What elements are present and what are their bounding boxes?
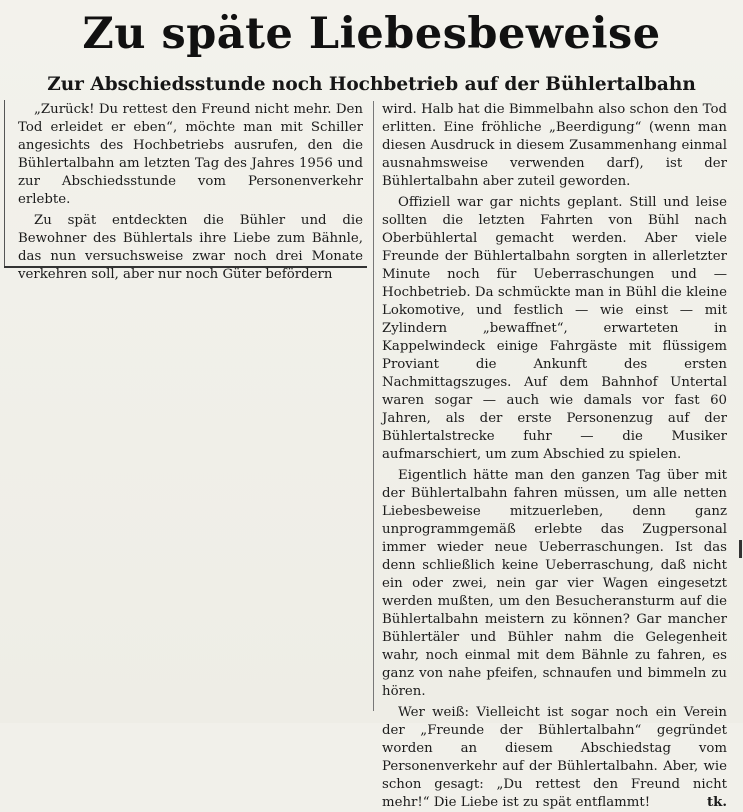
subheadline: Zur Abschiedsstunde noch Hochbetrieb auf der Bühlertalbahn: [47, 74, 696, 95]
column-border-left: [4, 100, 5, 268]
paragraph-last: [382, 704, 727, 812]
clipping-edge-mark: [739, 540, 742, 558]
paragraph-text: Wer weiß: Vielleicht ist sogar noch ein Verein der „Freunde der Bühlertalbahn“ gegründet worden an diesem Abschiedstag vom Personenverkehr auf der Bühlertalbahn. Aber, wie schon gesagt: „Du rettest den Freund nicht mehr!“ Die Liebe ist zu spät entflammt!: [382, 705, 727, 810]
paragraph: „Zurück! Du rettest den Freund nicht mehr. Den Tod erleidet er eben“, möchte man mit Schiller angesichts des Hochbetriebs ausrufen, den die Bühlertalbahn am letzten Tag des Jahres 1956 und zur Abschiedsstunde vom Personenverkehr erlebte.: [18, 102, 363, 207]
paragraph: Eigentlich hätte man den ganzen Tag über mit der Bühlertalbahn fahren müssen, um alle netten Liebesbeweise mitzuerleben, denn ganz unprogrammgemäß erlebte das Zugpersonal immer wieder neue Ueberraschungen. Ist das denn schließlich keine Ueberraschung, daß nicht ein oder zwei, nein gar vier Wagen eingesetzt werden mußten, um den Besucheransturm auf die Bühlertalbahn meistern zu können? Gar mancher Bühlertäler und Bühler nahm die Gelegenheit wahr, noch einmal mit dem Bähnle zu fahren, es ganz von nahe pfeifen, schnaufen und bimmeln zu hören.: [382, 468, 727, 699]
article-column-left: [18, 101, 363, 284]
author-initials: tk.: [707, 795, 727, 810]
article-column-right: [382, 101, 727, 812]
headline: Zu späte Liebesbeweise: [82, 9, 661, 59]
paragraph: Offiziell war gar nichts geplant. Still und leise sollten die letzten Fahrten von Bühl nach Oberbühlertal gemacht werden. Aber viele Freunde der Bühlertalbahn sorgten in allerletzter Minute noch für Ueberraschungen und — Hochbetrieb. Da schmückte man in Bühl die kleine Lokomotive, und festlich — wie einst — mit Zylindern „bewaffnet“, erwarteten in Kappelwindeck einige Fahrgäste mit flüssigem Proviant die Ankunft des ersten Nachmittagszuges. Auf dem Bahnhof Untertal waren sogar — auch wie damals vor fast 60 Jahren, als der erste Personenzug auf der Bühlertalstrecke fuhr — die Musiker aufmarschiert, um zum Abschied zu spielen.: [382, 195, 727, 462]
column-divider: [373, 101, 374, 711]
paragraph: Zu spät entdeckten die Bühler und die Bewohner des Bühlertals ihre Liebe zum Bähnle, das nun versuchsweise zwar noch drei Monate verkehren soll, aber nur noch Güter befördern: [18, 213, 363, 282]
paragraph: wird. Halb hat die Bimmelbahn also schon den Tod erlitten. Eine fröhliche „Beerdigung“ (wenn man diesen Ausdruck in diesem Zusammenhang einmal ausnahmsweise verwenden darf), ist der Bühlertalbahn aber zuteil geworden.: [382, 102, 727, 189]
